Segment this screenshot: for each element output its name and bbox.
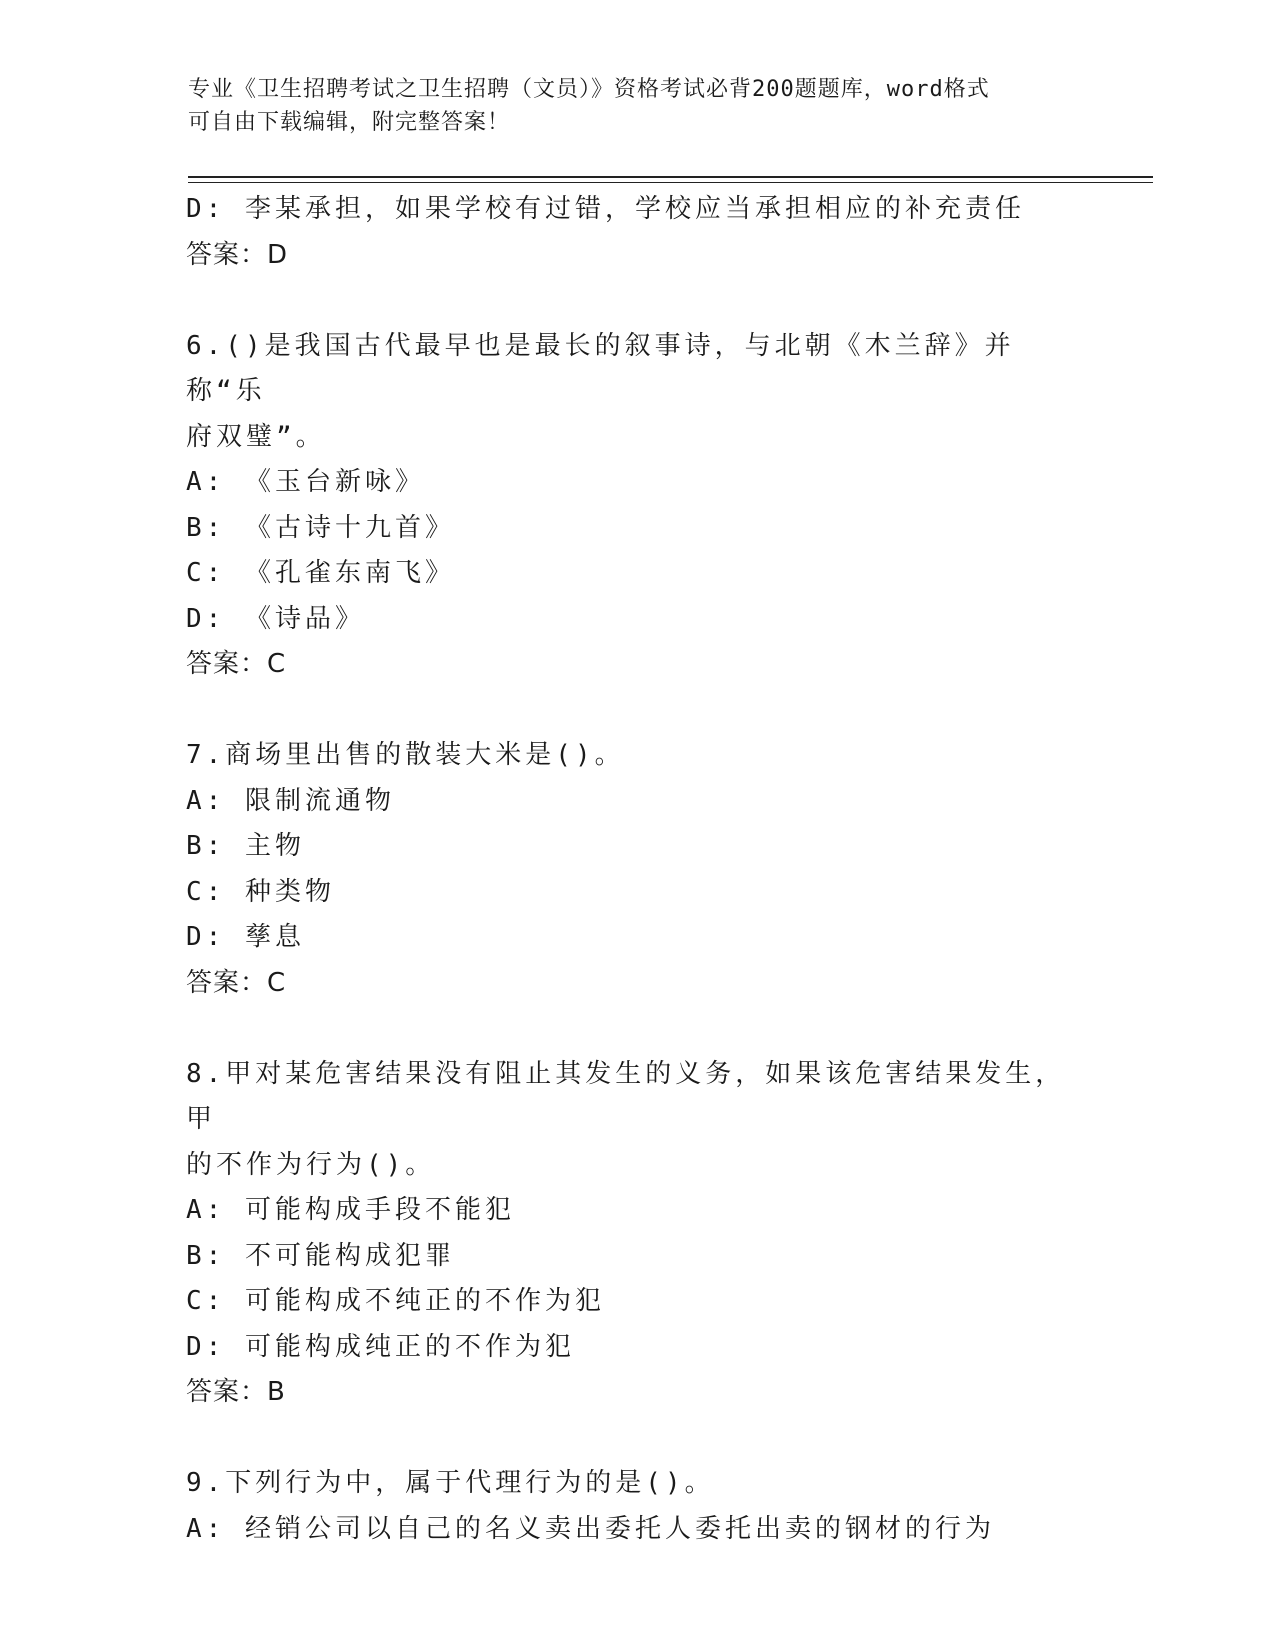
question-stem: 6.()是我国古代最早也是最长的叙事诗，与北朝《木兰辞》并称“乐 [186, 330, 1015, 406]
question-5-tail [186, 187, 1086, 278]
header-divider-thick [188, 176, 1153, 178]
question-6 [186, 324, 1086, 688]
option-b: B: 主物 [186, 831, 305, 861]
option-a: A: 《玉台新咏》 [186, 467, 425, 497]
question-stem: 7.商场里出售的散装大米是()。 [186, 740, 625, 770]
option-c: C: 种类物 [186, 876, 335, 907]
question-stem: 9.下列行为中，属于代理行为的是()。 [186, 1468, 715, 1498]
answer-label: 答案：C [186, 967, 287, 998]
option-a: A: 经销公司以自己的名义卖出委托人委托出卖的钢材的行为 [186, 1513, 995, 1544]
question-7 [186, 733, 1086, 1006]
question-list [186, 187, 1086, 1552]
question-9 [186, 1461, 1086, 1552]
option-d: D: 李某承担，如果学校有过错，学校应当承担相应的补充责任 [186, 194, 1025, 224]
option-d: D: 《诗品》 [186, 603, 365, 634]
option-c: C: 可能构成不纯正的不作为犯 [186, 1286, 605, 1316]
question-stem-continued: 的不作为行为()。 [186, 1149, 436, 1180]
option-d: D: 孳息 [186, 922, 305, 952]
header-line-1: 专业《卫生招聘考试之卫生招聘（文员）》资格考试必背200题题库，word格式 [188, 77, 990, 102]
header-divider-thin [188, 182, 1153, 183]
document-header [188, 73, 1068, 139]
question-stem-continued: 府双璧”。 [186, 421, 326, 452]
answer-label: 答案：B [186, 1377, 286, 1407]
option-c: C: 《孔雀东南飞》 [186, 558, 455, 588]
answer-label: 答案：C [186, 649, 287, 679]
header-line-2: 可自由下载编辑，附完整答案！ [188, 110, 511, 135]
option-a: A: 限制流通物 [186, 785, 395, 816]
answer-label: 答案：D [186, 239, 289, 270]
option-b: B: 不可能构成犯罪 [186, 1240, 455, 1271]
option-d: D: 可能构成纯正的不作为犯 [186, 1331, 575, 1362]
question-8 [186, 1052, 1086, 1416]
question-stem: 8.甲对某危害结果没有阻止其发生的义务，如果该危害结果发生，甲 [186, 1058, 1066, 1134]
option-b: B: 《古诗十九首》 [186, 512, 455, 543]
option-a: A: 可能构成手段不能犯 [186, 1195, 515, 1225]
